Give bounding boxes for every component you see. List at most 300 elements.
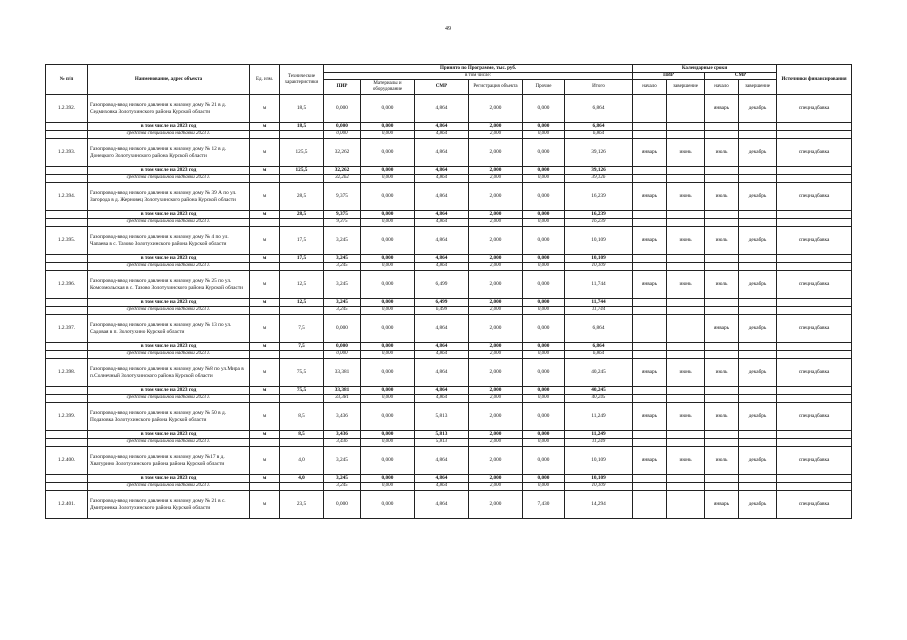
special-surcharge-row xyxy=(46,395,852,403)
object-name: Газопровод-ввод низкого давления к жилому дому №8 по ул.Мира в п.Солнечный Золотухинского района Курской области xyxy=(88,359,250,387)
cost-other: 0,000 xyxy=(523,359,565,387)
spacer-cell xyxy=(705,263,739,271)
cost-materials: 0,000 xyxy=(361,123,415,131)
funding-source: спецнадбавка xyxy=(777,95,852,123)
funding-source: спецнадбавка xyxy=(777,139,852,167)
cost-smr: 4,864 xyxy=(415,175,469,183)
cost-total: 6,864 xyxy=(565,351,633,359)
year-total-label: в том числе на 2023 год xyxy=(88,123,250,131)
cost-other: 0,000 xyxy=(523,307,565,315)
cost-smr: 4,864 xyxy=(415,359,469,387)
header-funding-group: Принято по Программе, тыс. руб. xyxy=(324,65,633,73)
spacer-cell xyxy=(633,387,667,395)
spacer-cell xyxy=(250,175,280,183)
cost-smr: 6,499 xyxy=(415,299,469,307)
spacer-cell xyxy=(739,431,777,439)
smr-start: январь xyxy=(705,491,739,519)
cost-pir: 33,381 xyxy=(324,359,361,387)
cost-registration: 2,000 xyxy=(469,167,523,175)
tech-spec: 23,5 xyxy=(280,491,324,519)
spacer-cell xyxy=(777,475,852,483)
spacer-cell xyxy=(46,387,88,395)
year-total-label: в том числе на 2023 год xyxy=(88,343,250,351)
cost-other: 0,000 xyxy=(523,395,565,403)
header-col-smr: СМР xyxy=(415,80,469,95)
cost-other: 0,000 xyxy=(523,299,565,307)
spacer-cell xyxy=(777,343,852,351)
spacer-cell xyxy=(667,387,705,395)
smr-end: декабрь xyxy=(739,95,777,123)
program-table xyxy=(45,64,852,519)
cost-materials: 0,000 xyxy=(361,395,415,403)
cost-pir: 0,000 xyxy=(324,123,361,131)
cost-total: 11,249 xyxy=(565,439,633,447)
smr-end: декабрь xyxy=(739,315,777,343)
cost-materials: 0,000 xyxy=(361,95,415,123)
row-num: 1.2.398. xyxy=(46,359,88,387)
cost-pir: 3,245 xyxy=(324,263,361,271)
spacer-cell xyxy=(46,123,88,131)
spacer-cell xyxy=(705,439,739,447)
cost-materials: 0,000 xyxy=(361,387,415,395)
header-unit: Ед. изм. xyxy=(250,65,280,95)
special-surcharge-row xyxy=(46,439,852,447)
spacer-cell xyxy=(280,395,324,403)
cost-pir: 0,000 xyxy=(324,351,361,359)
pir-start xyxy=(633,491,667,519)
header-smr-start: начало xyxy=(705,80,739,95)
cost-materials: 0,000 xyxy=(361,439,415,447)
spacer-cell xyxy=(667,307,705,315)
cost-other: 0,000 xyxy=(523,95,565,123)
special-surcharge-row xyxy=(46,483,852,491)
funding-source: спецнадбавка xyxy=(777,403,852,431)
row-num: 1.2.395. xyxy=(46,227,88,255)
cost-pir: 3,245 xyxy=(324,447,361,475)
spacer-cell xyxy=(705,211,739,219)
unit: м xyxy=(250,387,280,395)
cost-registration: 2,000 xyxy=(469,447,523,475)
spacer-cell xyxy=(667,439,705,447)
cost-registration: 2,000 xyxy=(469,403,523,431)
spacer-cell xyxy=(46,483,88,491)
spacer-cell xyxy=(705,299,739,307)
cost-pir: 0,000 xyxy=(324,343,361,351)
spacer-cell xyxy=(633,307,667,315)
spacer-cell xyxy=(46,167,88,175)
spacer-cell xyxy=(46,131,88,139)
spacer-cell xyxy=(667,123,705,131)
spacer-cell xyxy=(250,483,280,491)
spacer-cell xyxy=(705,175,739,183)
cost-smr: 5,813 xyxy=(415,439,469,447)
cost-smr: 4,864 xyxy=(415,183,469,211)
row-num: 1.2.397. xyxy=(46,315,88,343)
header-tech: Технические характеристики xyxy=(280,65,324,95)
spacer-cell xyxy=(739,395,777,403)
spacer-cell xyxy=(705,307,739,315)
cost-registration: 2,000 xyxy=(469,131,523,139)
spacer-cell xyxy=(280,219,324,227)
cost-other: 0,000 xyxy=(523,315,565,343)
special-surcharge-label: средства специальной надбавки 2023 г. xyxy=(88,483,250,491)
spacer-cell xyxy=(777,439,852,447)
cost-total: 11,744 xyxy=(565,299,633,307)
cost-other: 0,000 xyxy=(523,255,565,263)
tech-spec: 75,5 xyxy=(280,387,324,395)
spacer-cell xyxy=(777,131,852,139)
cost-materials: 0,000 xyxy=(361,139,415,167)
spacer-cell xyxy=(250,131,280,139)
cost-other: 0,000 xyxy=(523,131,565,139)
table-row xyxy=(46,403,852,431)
cost-registration: 2,000 xyxy=(469,395,523,403)
header-col-registration: Регистрация объекта xyxy=(469,80,523,95)
special-surcharge-row xyxy=(46,263,852,271)
cost-registration: 2,000 xyxy=(469,211,523,219)
spacer-cell xyxy=(777,395,852,403)
spacer-cell xyxy=(739,175,777,183)
special-surcharge-row xyxy=(46,219,852,227)
table-row xyxy=(46,359,852,387)
spacer-cell xyxy=(250,263,280,271)
pir-end: июнь xyxy=(667,403,705,431)
pir-start xyxy=(633,95,667,123)
cost-materials: 0,000 xyxy=(361,271,415,299)
unit: м xyxy=(250,299,280,307)
spacer-cell xyxy=(633,439,667,447)
cost-total: 10,109 xyxy=(565,263,633,271)
smr-end: декабрь xyxy=(739,447,777,475)
spacer-cell xyxy=(777,387,852,395)
spacer-cell xyxy=(633,299,667,307)
pir-start: январь xyxy=(633,359,667,387)
spacer-cell xyxy=(667,211,705,219)
spacer-cell xyxy=(280,351,324,359)
spacer-cell xyxy=(633,343,667,351)
unit: м xyxy=(250,139,280,167)
cost-smr: 4,864 xyxy=(415,343,469,351)
unit: м xyxy=(250,315,280,343)
tech-spec: 28,5 xyxy=(280,183,324,211)
spacer-cell xyxy=(667,255,705,263)
cost-pir: 3,245 xyxy=(324,475,361,483)
spacer-cell xyxy=(739,131,777,139)
cost-registration: 2,000 xyxy=(469,431,523,439)
header-pir-end: завершение xyxy=(667,80,705,95)
smr-start: январь xyxy=(705,95,739,123)
spacer-cell xyxy=(46,299,88,307)
cost-other: 0,000 xyxy=(523,123,565,131)
header-col-pir: ПИР xyxy=(324,80,361,95)
spacer-cell xyxy=(777,123,852,131)
cost-smr: 4,864 xyxy=(415,167,469,175)
spacer-cell xyxy=(739,263,777,271)
cost-other: 0,000 xyxy=(523,403,565,431)
special-surcharge-row xyxy=(46,307,852,315)
spacer-cell xyxy=(46,263,88,271)
pir-start: январь xyxy=(633,447,667,475)
tech-spec: 75,5 xyxy=(280,359,324,387)
tech-spec: 18,5 xyxy=(280,123,324,131)
pir-end: июнь xyxy=(667,271,705,299)
year-total-label: в том числе на 2023 год xyxy=(88,255,250,263)
table-row xyxy=(46,183,852,211)
header-smr-group: СМР xyxy=(705,73,777,80)
pir-end xyxy=(667,95,705,123)
cost-registration: 2,000 xyxy=(469,139,523,167)
cost-smr: 4,864 xyxy=(415,131,469,139)
cost-registration: 2,000 xyxy=(469,483,523,491)
spacer-cell xyxy=(705,395,739,403)
spacer-cell xyxy=(705,131,739,139)
unit: м xyxy=(250,95,280,123)
header-smr-end: завершение xyxy=(739,80,777,95)
tech-spec: 8,5 xyxy=(280,431,324,439)
cost-pir: 3,245 xyxy=(324,255,361,263)
cost-pir: 3,245 xyxy=(324,307,361,315)
cost-materials: 0,000 xyxy=(361,431,415,439)
spacer-cell xyxy=(667,343,705,351)
cost-total: 10,109 xyxy=(565,255,633,263)
spacer-cell xyxy=(633,395,667,403)
special-surcharge-row xyxy=(46,351,852,359)
special-surcharge-label: средства специальной надбавки 2023 г. xyxy=(88,219,250,227)
tech-spec: 12,5 xyxy=(280,271,324,299)
spacer-cell xyxy=(667,395,705,403)
smr-end: декабрь xyxy=(739,491,777,519)
smr-start: июль xyxy=(705,183,739,211)
spacer-cell xyxy=(739,439,777,447)
funding-source: спецнадбавка xyxy=(777,447,852,475)
year-total-row xyxy=(46,343,852,351)
year-total-row xyxy=(46,255,852,263)
spacer-cell xyxy=(667,475,705,483)
spacer-cell xyxy=(250,395,280,403)
tech-spec: 4,0 xyxy=(280,475,324,483)
tech-spec: 4,0 xyxy=(280,447,324,475)
header-including: в том числе: xyxy=(324,73,633,80)
cost-total: 6,864 xyxy=(565,315,633,343)
year-total-row xyxy=(46,299,852,307)
unit: м xyxy=(250,183,280,211)
unit: м xyxy=(250,227,280,255)
header-calendar: Календарные сроки xyxy=(633,65,777,73)
cost-pir: 32,262 xyxy=(324,167,361,175)
header-col-total: Итого xyxy=(565,80,633,95)
smr-start: июль xyxy=(705,227,739,255)
spacer-cell xyxy=(46,395,88,403)
spacer-cell xyxy=(667,483,705,491)
cost-materials: 0,000 xyxy=(361,359,415,387)
cost-smr: 4,864 xyxy=(415,263,469,271)
tech-spec: 7,5 xyxy=(280,315,324,343)
spacer-cell xyxy=(633,475,667,483)
year-total-row xyxy=(46,431,852,439)
tech-spec: 125,5 xyxy=(280,139,324,167)
cost-total: 16,239 xyxy=(565,183,633,211)
smr-end: декабрь xyxy=(739,183,777,211)
table-row xyxy=(46,315,852,343)
cost-pir: 9,375 xyxy=(324,219,361,227)
cost-pir: 32,262 xyxy=(324,175,361,183)
table-header xyxy=(46,65,852,95)
cost-other: 0,000 xyxy=(523,175,565,183)
cost-total: 6,864 xyxy=(565,95,633,123)
tech-spec: 12,5 xyxy=(280,299,324,307)
cost-smr: 4,864 xyxy=(415,227,469,255)
header-col-other: Прочие xyxy=(523,80,565,95)
spacer-cell xyxy=(633,351,667,359)
cost-pir: 9,375 xyxy=(324,211,361,219)
cost-total: 11,249 xyxy=(565,431,633,439)
table-row xyxy=(46,95,852,123)
spacer-cell xyxy=(777,431,852,439)
cost-pir: 0,000 xyxy=(324,95,361,123)
row-num: 1.2.400. xyxy=(46,447,88,475)
spacer-cell xyxy=(667,431,705,439)
cost-pir: 0,000 xyxy=(324,491,361,519)
spacer-cell xyxy=(739,475,777,483)
funding-source: спецнадбавка xyxy=(777,491,852,519)
cost-pir: 3,436 xyxy=(324,431,361,439)
pir-end xyxy=(667,491,705,519)
header-col-materials: Материалы и оборудование xyxy=(361,80,415,95)
cost-registration: 2,000 xyxy=(469,387,523,395)
smr-end: декабрь xyxy=(739,271,777,299)
spacer-cell xyxy=(46,351,88,359)
pir-end: июнь xyxy=(667,447,705,475)
cost-registration: 2,000 xyxy=(469,263,523,271)
cost-registration: 2,000 xyxy=(469,255,523,263)
cost-smr: 5,813 xyxy=(415,403,469,431)
cost-total: 10,109 xyxy=(565,227,633,255)
cost-registration: 2,000 xyxy=(469,123,523,131)
special-surcharge-label: средства специальной надбавки 2023 г. xyxy=(88,351,250,359)
cost-other: 0,000 xyxy=(523,263,565,271)
cost-materials: 0,000 xyxy=(361,351,415,359)
cost-total: 11,744 xyxy=(565,307,633,315)
cost-registration: 2,000 xyxy=(469,315,523,343)
cost-smr: 4,864 xyxy=(415,315,469,343)
row-num: 1.2.399. xyxy=(46,403,88,431)
spacer-cell xyxy=(739,167,777,175)
spacer-cell xyxy=(705,387,739,395)
year-total-row xyxy=(46,387,852,395)
spacer-cell xyxy=(739,255,777,263)
smr-start: июль xyxy=(705,139,739,167)
spacer-cell xyxy=(46,431,88,439)
tech-spec: 17,5 xyxy=(280,227,324,255)
spacer-cell xyxy=(46,343,88,351)
cost-materials: 0,000 xyxy=(361,131,415,139)
cost-smr: 4,864 xyxy=(415,351,469,359)
cost-smr: 5,813 xyxy=(415,431,469,439)
cost-materials: 0,000 xyxy=(361,263,415,271)
spacer-cell xyxy=(739,351,777,359)
unit: м xyxy=(250,271,280,299)
spacer-cell xyxy=(739,123,777,131)
unit: м xyxy=(250,491,280,519)
spacer-cell xyxy=(667,175,705,183)
cost-other: 0,000 xyxy=(523,431,565,439)
year-total-label: в том числе на 2023 год xyxy=(88,475,250,483)
cost-materials: 0,000 xyxy=(361,175,415,183)
cost-total: 14,294 xyxy=(565,491,633,519)
cost-other: 0,000 xyxy=(523,351,565,359)
pir-start: январь xyxy=(633,271,667,299)
pir-start: январь xyxy=(633,139,667,167)
cost-total: 10,109 xyxy=(565,475,633,483)
year-total-label: в том числе на 2023 год xyxy=(88,167,250,175)
unit: м xyxy=(250,475,280,483)
tech-spec: 28,5 xyxy=(280,211,324,219)
spacer-cell xyxy=(705,343,739,351)
cost-materials: 0,000 xyxy=(361,491,415,519)
cost-other: 0,000 xyxy=(523,483,565,491)
cost-materials: 0,000 xyxy=(361,483,415,491)
spacer-cell xyxy=(667,299,705,307)
spacer-cell xyxy=(250,439,280,447)
smr-start: июль xyxy=(705,447,739,475)
cost-total: 39,126 xyxy=(565,167,633,175)
unit: м xyxy=(250,211,280,219)
unit: м xyxy=(250,359,280,387)
cost-registration: 2,000 xyxy=(469,307,523,315)
year-total-label: в том числе на 2023 год xyxy=(88,431,250,439)
cost-other: 0,000 xyxy=(523,343,565,351)
cost-materials: 0,000 xyxy=(361,447,415,475)
cost-pir: 3,245 xyxy=(324,227,361,255)
header-pir-start: начало xyxy=(633,80,667,95)
funding-source: спецнадбавка xyxy=(777,227,852,255)
tech-spec: 18,5 xyxy=(280,95,324,123)
spacer-cell xyxy=(777,483,852,491)
spacer-cell xyxy=(739,307,777,315)
cost-materials: 0,000 xyxy=(361,227,415,255)
cost-other: 0,000 xyxy=(523,167,565,175)
header-num: № п/п xyxy=(46,65,88,95)
cost-total: 10,109 xyxy=(565,447,633,475)
pir-end: июнь xyxy=(667,359,705,387)
spacer-cell xyxy=(250,351,280,359)
pir-start: январь xyxy=(633,227,667,255)
table-body xyxy=(46,95,852,519)
cost-materials: 0,000 xyxy=(361,343,415,351)
spacer-cell xyxy=(633,175,667,183)
year-total-label: в том числе на 2023 год xyxy=(88,299,250,307)
spacer-cell xyxy=(739,211,777,219)
year-total-label: в том числе на 2023 год xyxy=(88,387,250,395)
cost-smr: 4,864 xyxy=(415,483,469,491)
special-surcharge-row xyxy=(46,131,852,139)
object-name: Газопровод-ввод низкого давления к жилому дому № 21 в д. Седмиховка Золотухинского района Курской области xyxy=(88,95,250,123)
row-num: 1.2.394. xyxy=(46,183,88,211)
spacer-cell xyxy=(250,307,280,315)
pir-end: июнь xyxy=(667,139,705,167)
spacer-cell xyxy=(777,299,852,307)
funding-source: спецнадбавка xyxy=(777,183,852,211)
pir-start xyxy=(633,315,667,343)
cost-other: 0,000 xyxy=(523,475,565,483)
spacer-cell xyxy=(633,211,667,219)
cost-smr: 4,864 xyxy=(415,211,469,219)
cost-materials: 0,000 xyxy=(361,219,415,227)
cost-smr: 4,864 xyxy=(415,255,469,263)
cost-other: 0,000 xyxy=(523,183,565,211)
smr-start: июль xyxy=(705,359,739,387)
cost-materials: 0,000 xyxy=(361,299,415,307)
